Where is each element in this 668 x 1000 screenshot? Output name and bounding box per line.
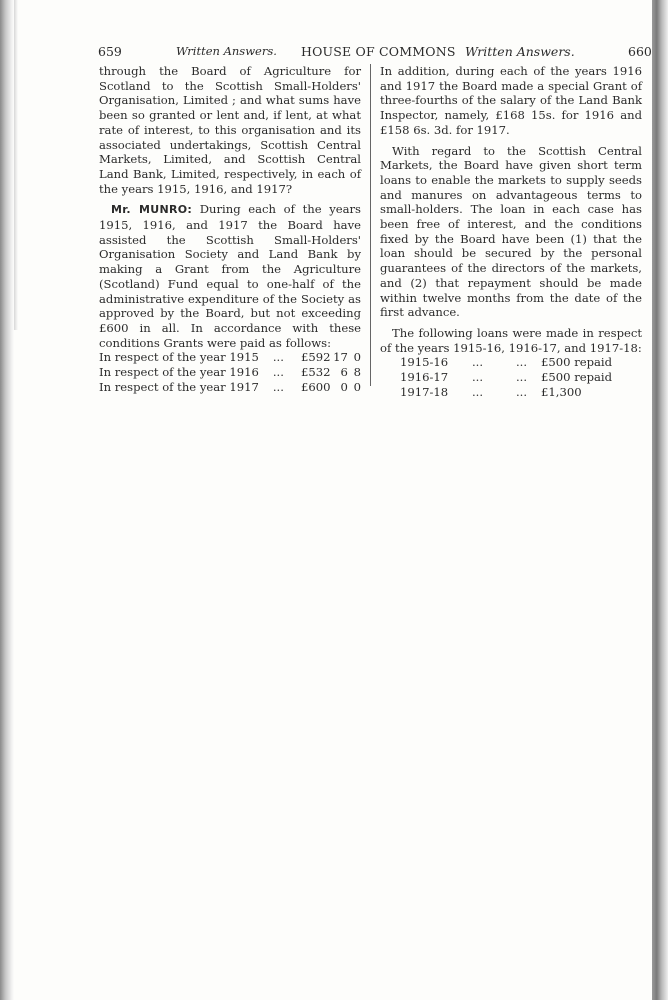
grant-pounds: £600: [301, 379, 331, 394]
paragraph-special-grant: In addition, during each of the years 1916 and 1917 the Board made a special Grant of three-fourths of the salary of the Land Bank Inspector, namely, £168 15s. for 1916 and £158 6s. 3d. for 1917.: [380, 64, 642, 137]
question-text: through the Board of Agriculture for Scotland to the Scottish Small-Holders' Organisation, Limited ; and what sums have been so granted or lent and, if lent, at what rate of interest, to this organisation and its associated undertakings, Scottish Central Markets, Limited, and Scottish Central Land Bank, Limited, respectively, in each of the years 1915, 1916, and 1917?: [99, 64, 361, 196]
leader-dots: ...: [272, 365, 284, 380]
speaker-name: Mr. MUNRO:: [111, 203, 193, 217]
page-edge-right: [652, 0, 668, 1000]
loan-row: [380, 385, 642, 400]
leader-dots: ...: [272, 350, 284, 365]
leader-dots: ...: [516, 384, 528, 399]
answer-text: During each of the years 1915, 1916, and 1917 the Board have assisted the Scottish Small-Holders' Organisation Society and Land Bank by making a Grant from the Agriculture (Scotland) Fund equal to one-half of the administrative expenditure of the Society as approved by the Board, but not exceeding £600 in all. In accordance with these conditions Grants were paid as follows:: [99, 202, 362, 350]
page-gutter-shadow-left-inner: [14, 0, 18, 330]
grant-row: [99, 380, 361, 395]
paragraph-central-markets: With regard to the Scottish Central Markets, the Board have given short term loans to enable the markets to supply seeds and manures on advantageous terms to small-holders. The loan in each case has been free of interest, and the conditions fixed by the Board have been (1) that the loan should be secured by the personal guarantees of the directors of the markets, and (2) that repayment should be made within twelve months from the date of the first advance.: [380, 143, 642, 320]
column-divider: [370, 64, 371, 386]
grant-shillings: 0: [340, 379, 348, 394]
grant-pounds: £532: [301, 365, 331, 380]
loan-row: [380, 355, 642, 370]
grant-label: In respect of the year 1916: [99, 365, 259, 380]
grants-table: [99, 350, 361, 394]
grant-pounds: £592: [301, 350, 331, 365]
loan-year: 1916-17: [400, 370, 449, 385]
loan-row: [380, 370, 642, 385]
page-title: HOUSE OF COMMONS: [301, 44, 456, 59]
loan-amount: £500 repaid: [541, 370, 613, 385]
answer-paragraph: [99, 202, 361, 350]
running-head-right: Written Answers.: [465, 44, 575, 59]
loan-amount: £500 repaid: [541, 355, 613, 370]
grant-row: [99, 365, 361, 380]
leader-dots: ...: [516, 370, 528, 385]
leader-dots: ...: [472, 384, 484, 399]
loans-table: [380, 355, 642, 399]
loan-amount: £1,300: [541, 384, 582, 399]
page-number-right: 660: [628, 44, 652, 59]
leader-dots: ...: [472, 370, 484, 385]
grant-shillings: 17: [333, 350, 348, 365]
grant-shillings: 6: [340, 365, 348, 380]
grant-pence: 8: [353, 365, 361, 380]
page-header: [98, 44, 668, 60]
leader-dots: ...: [516, 355, 528, 370]
leader-dots: ...: [472, 355, 484, 370]
grant-pence: 0: [353, 350, 361, 365]
grant-pence: 0: [353, 379, 361, 394]
grant-label: In respect of the year 1915: [99, 350, 259, 365]
right-column: [380, 64, 642, 399]
grant-label: In respect of the year 1917: [99, 379, 259, 394]
left-column: [99, 64, 361, 394]
leader-dots: ...: [272, 379, 284, 394]
running-head-left: Written Answers.: [176, 44, 277, 58]
loan-year: 1917-18: [400, 384, 449, 399]
page-number-left: 659: [98, 44, 122, 59]
loan-year: 1915-16: [400, 355, 449, 370]
paragraph-loans-intro: The following loans were made in respect of the years 1915-16, 1916-17, and 1917-18:: [380, 325, 642, 355]
grant-row: [99, 350, 361, 365]
page-gutter-shadow-left: [0, 0, 14, 1000]
